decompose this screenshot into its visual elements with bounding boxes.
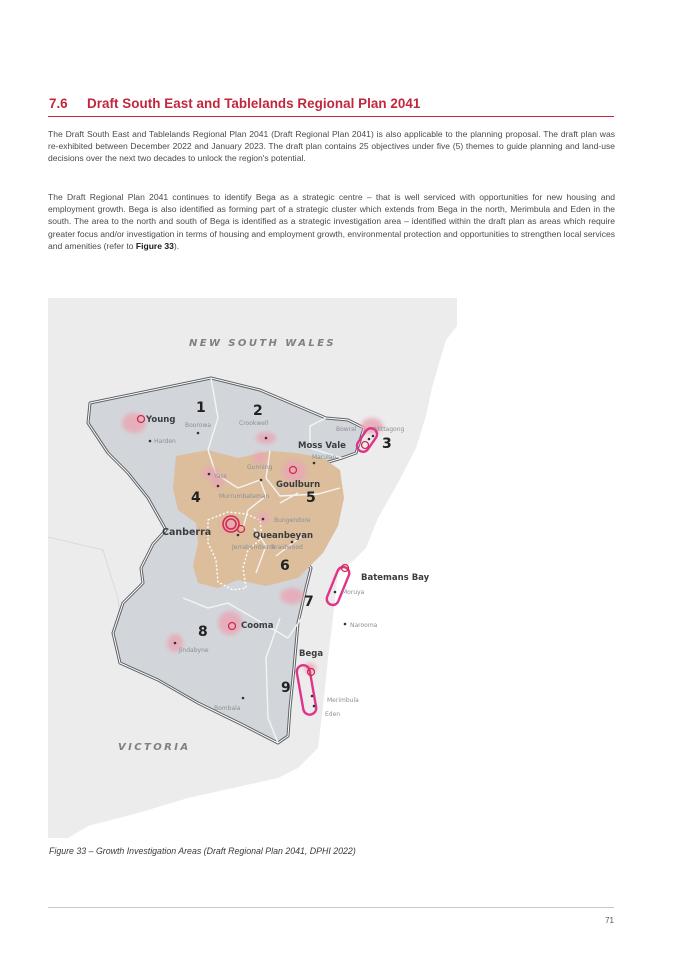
town-label: Bungendore: [274, 517, 311, 524]
town-label: Boorowa: [185, 422, 212, 429]
town-label: Crookwell: [239, 420, 269, 427]
footer-divider: [48, 907, 614, 908]
town-label: Marulan: [312, 454, 337, 461]
centre-label: Cooma: [241, 621, 274, 631]
area-number: 6: [280, 558, 290, 574]
town-label: Mittagong: [374, 426, 405, 433]
nsw-label: NEW SOUTH WALES: [189, 338, 337, 349]
centre-label: Young: [146, 415, 176, 425]
town-label: Bowral: [336, 426, 357, 433]
figure-caption: Figure 33 – Growth Investigation Areas (Draft Regional Plan 2041, DPHI 2022): [49, 846, 356, 856]
page-number: 71: [605, 916, 614, 925]
area-number: 1: [196, 400, 206, 416]
area-number: 8: [198, 624, 208, 640]
section-heading: [48, 96, 614, 117]
map-svg: [48, 298, 457, 838]
town-label: Bombala: [214, 705, 241, 712]
paragraph-bega: [48, 191, 615, 252]
figure-reference-link[interactable]: Figure 33: [135, 240, 174, 251]
town-label: Jerrabomberra: [232, 544, 276, 551]
centre-label: Goulburn: [276, 480, 321, 490]
centre-label: Queanbeyan: [253, 531, 314, 541]
centre-label: Batemans Bay: [361, 573, 430, 583]
centre-label: Canberra: [162, 527, 212, 538]
area-number: 9: [281, 680, 291, 696]
town-label: Harden: [154, 438, 176, 445]
area-number: 5: [306, 490, 316, 506]
centre-label: Moss Vale: [298, 441, 346, 451]
town-label: Merimbula: [327, 697, 359, 704]
area-number: 4: [191, 490, 201, 506]
town-label: Yass: [214, 473, 227, 480]
paragraph-bega-text: The Draft Regional Plan 2041 continues to identify Bega as a strategic centre – that is well serviced with opportunities for new housing and employment growth. Bega is also identified as forming part of a strategic cluster which extends from Bega in the north, Merimbula and Eden in the south. The area to the north and south of Bega is identified as a strategic investigation area – identified within the draft plan as areas which require greater focus and/or investigation in terms of housing and employment growth, environmental protection and opportunities to strengthen local services and amenities (refer to: [48, 192, 615, 251]
paragraph-bega-end: ).: [173, 240, 180, 251]
town-label: Moruya: [342, 589, 365, 596]
town-label: Narooma: [350, 622, 378, 629]
centre-label: Bega: [299, 649, 324, 659]
section-title: Draft South East and Tablelands Regional Plan 2041: [87, 96, 421, 111]
town-label: Jindabyne: [179, 647, 209, 654]
town-label: Murrumbateman: [219, 493, 270, 500]
paragraph-intro: The Draft South East and Tablelands Regional Plan 2041 (Draft Regional Plan 2041) is also applicable to the planning proposal. The draft plan was re-exhibited between December 2022 and January 2023. The draft plan contains 25 objectives under five (5) themes to guide planning and land-use decisions over the next two decades to unlock the region's potential.: [48, 129, 615, 164]
area-number: 7: [304, 594, 314, 610]
area-number: 3: [382, 436, 392, 452]
town-label: Eden: [325, 711, 341, 718]
town-label: Gunning: [247, 464, 273, 471]
vic-label: VICTORIA: [118, 742, 191, 753]
growth-investigation-map: [48, 298, 457, 838]
area-number: 2: [253, 403, 263, 419]
town-label: Braidwood: [271, 544, 303, 551]
section-number: 7.6: [49, 96, 68, 111]
